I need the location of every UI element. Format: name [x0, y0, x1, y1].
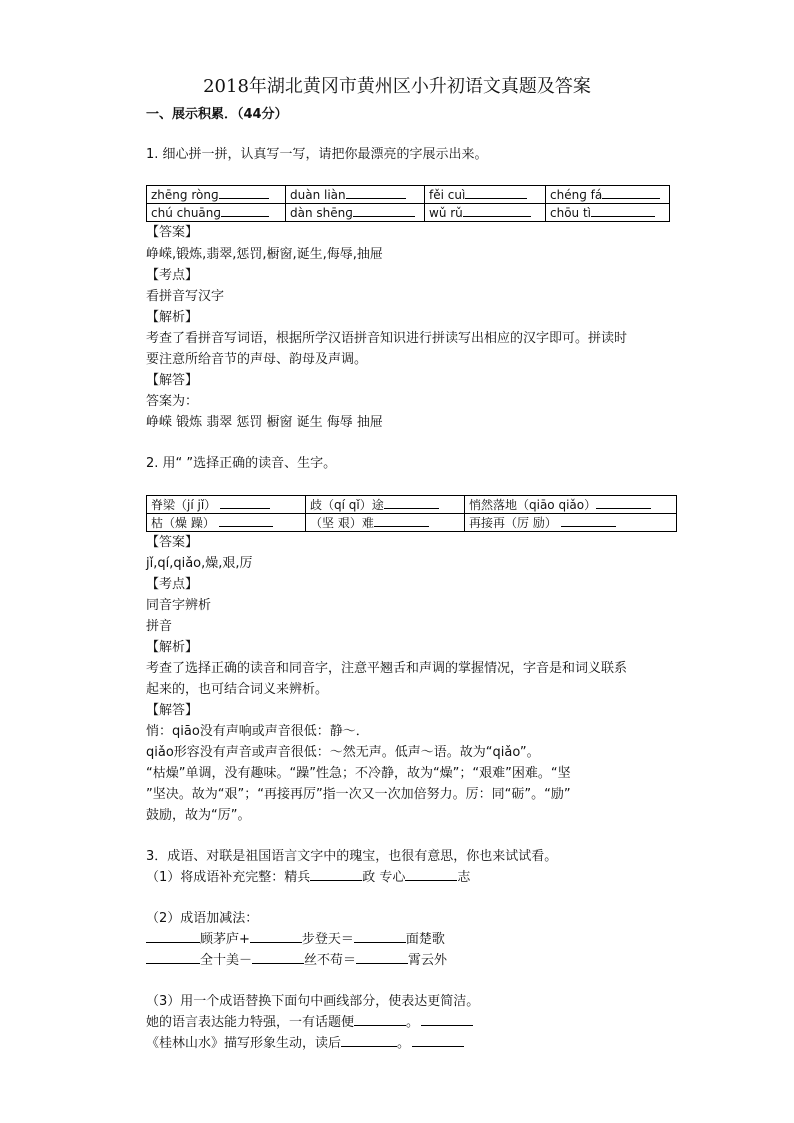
table-cell: chōu tì [546, 204, 670, 222]
table-cell: chú chuānɡ [147, 204, 286, 222]
q3-part1: （1）将成语补充完整：精兵 政 专心 志 [146, 870, 471, 885]
table-cell: chénɡ fá [546, 186, 670, 204]
q2-jieda-tag: 【解答】 [146, 703, 199, 718]
table-cell: fěi cuì [425, 186, 546, 204]
table-row [147, 496, 677, 514]
q1-jiexi-line: 考查了看拼音写词语，根据所学汉语拼音知识进行拼读写出相应的汉字即可。拼读时 [146, 331, 628, 346]
section-heading: 一、展示积累．（44分） [146, 107, 288, 122]
q2-jieda-line: ”坚决。故为“艰”；“再接再厉”指一次又一次加倍努力。厉：同“砺”。“励” [146, 787, 571, 802]
q2-answer: jǐ,qí,qiǎo,燥,艰,厉 [146, 556, 253, 571]
table-row [147, 186, 670, 204]
table-cell: 脊梁（jí jǐ） [147, 496, 306, 514]
q3-part3-label: （3）用一个成语替换下面句中画线部分，使表达更简洁。 [146, 994, 480, 1009]
q2-jiexi-tag: 【解析】 [146, 640, 199, 655]
q1-answer: 峥嵘,锻炼,翡翠,惩罚,橱窗,诞生,侮辱,抽屉 [146, 247, 383, 262]
table-cell: （坚 艰）难 [306, 514, 465, 532]
page-title: 2018年湖北黄冈市黄州区小升初语文真题及答案 [203, 76, 591, 97]
q2-choice-table [146, 495, 677, 532]
q2-kaodian-tag: 【考点】 [146, 577, 199, 592]
q3-prompt: 3．成语、对联是祖国语言文字中的瑰宝，也很有意思，你也来试试看。 [146, 849, 558, 864]
q2-jieda-line: 悄：qiāo没有声响或声音很低：静～． [146, 724, 369, 739]
table-row [147, 204, 670, 222]
q1-kaodian-tag: 【考点】 [146, 268, 199, 283]
q2-jieda-line: 鼓励，故为“厉”。 [146, 808, 251, 823]
q1-jieda-line: 峥嵘 锻炼 翡翠 惩罚 橱窗 诞生 侮辱 抽屉 [146, 415, 383, 430]
table-row [147, 514, 677, 532]
q3-part3-sentence: 她的语言表达能力特强，一有话题便 。 [146, 1014, 473, 1032]
q2-kaodian: 同音字辨析 [146, 598, 212, 613]
q1-kaodian: 看拼音写汉字 [146, 289, 225, 304]
q1-prompt: 1. 细心拼一拼，认真写一写，请把你最漂亮的字展示出来。 [146, 147, 488, 162]
q2-jieda-line: qiǎo形容没有声音或声音很低：～然无声。低声～语。故为“qiǎo”。 [146, 745, 540, 760]
q1-jieda-tag: 【解答】 [146, 373, 199, 388]
table-cell: zhēng rònɡ [147, 186, 286, 204]
q1-answer-tag: 【答案】 [146, 225, 199, 240]
table-cell: dàn shēnɡ [286, 204, 425, 222]
q2-prompt: 2. 用“ ”选择正确的读音、生字。 [146, 456, 337, 471]
q3-part2-row: 全十美－ 丝不苟＝ 霄云外 [146, 952, 447, 970]
q1-jieda-line: 答案为： [146, 394, 199, 409]
table-cell: wǔ rǔ [425, 204, 546, 222]
q2-jieda-line: “枯燥”单调，没有趣味。“躁”性急；不冷静，故为“燥”；“艰难”困难。“坚 [146, 766, 571, 781]
q3-part2-row: 顾茅庐+ 步登天＝ 面楚歌 [146, 931, 445, 949]
q1-jiexi-tag: 【解析】 [146, 310, 199, 325]
table-cell: 枯（燥 躁） [147, 514, 306, 532]
q2-answer-tag: 【答案】 [146, 535, 199, 550]
q2-jiexi-line: 考查了选择正确的读音和同音字，注意平翘舌和声调的掌握情况，字音是和词义联系 [146, 661, 628, 676]
q1-jiexi-line: 要注意所给音节的声母、韵母及声调。 [146, 352, 368, 367]
q2-kaodian: 拼音 [146, 619, 173, 634]
q1-pinyin-table [146, 185, 670, 222]
table-cell: duàn liàn [286, 186, 425, 204]
table-cell: 歧（qí qǐ）途 [306, 496, 465, 514]
q3-part2-label: （2）成语加减法： [146, 911, 259, 926]
q3-part3-sentence: 《桂林山水》描写形象生动，读后 。 [146, 1035, 464, 1053]
table-cell: 再接再（厉 励） [465, 514, 677, 532]
q2-jiexi-line: 起来的，也可结合词义来辨析。 [146, 682, 329, 697]
table-cell: 悄然落地（qiāo qiǎo） [465, 496, 677, 514]
